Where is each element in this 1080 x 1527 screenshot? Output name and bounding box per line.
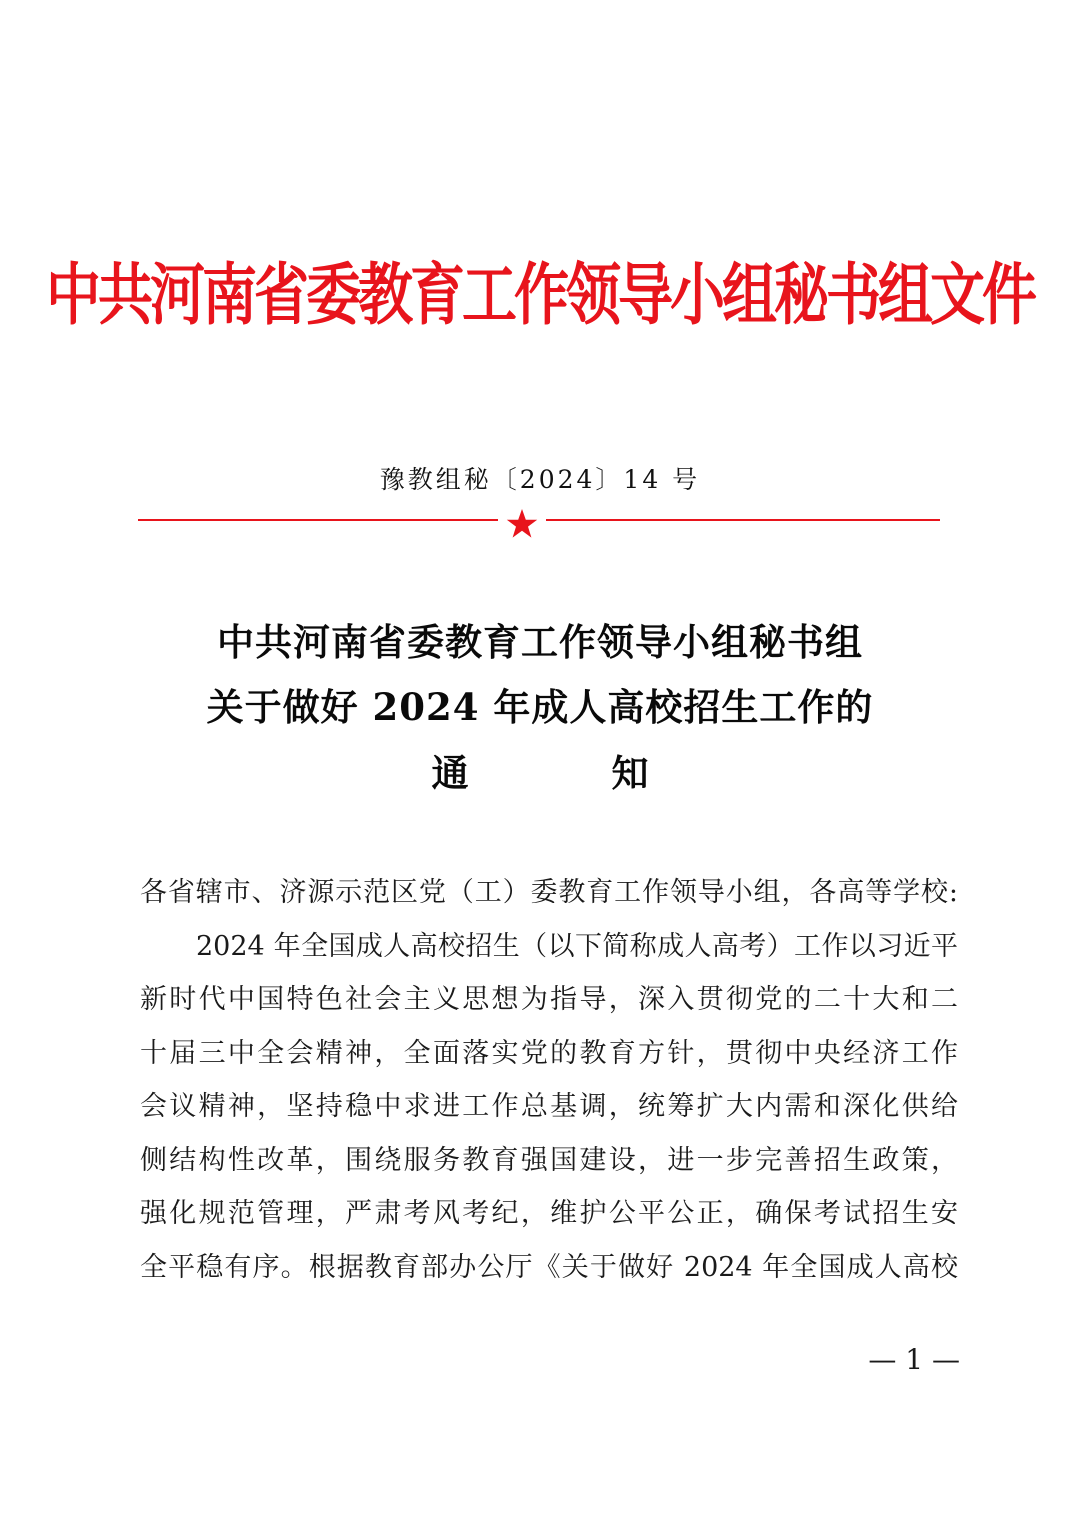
notice-title-char-zhi: 知 <box>611 751 649 795</box>
title-spacing <box>470 745 610 801</box>
salutation-line: 各省辖市、济源示范区党（工）委教育工作领导小组，各高等学校: <box>140 877 958 908</box>
body-line: 全平稳有序。根据教育部办公厅《关于做好 2024 年全国成人高校 <box>140 1251 958 1283</box>
body-text <box>140 866 958 1294</box>
star-icon <box>506 508 538 540</box>
body-line: 2024 年全国成人高校招生（以下简称成人高考）工作以习近平 <box>196 930 958 962</box>
red-divider-left <box>138 519 498 521</box>
notice-title-char-tong: 通 <box>431 751 469 795</box>
notice-title-line-1: 中共河南省委教育工作领导小组秘书组 <box>217 620 863 664</box>
body-line: 会议精神，坚持稳中求进工作总基调，统筹扩大内需和深化供给 <box>140 1091 958 1122</box>
star-shape <box>507 509 537 538</box>
masthead-title: 中共河南省委教育工作领导小组秘书组文件 <box>45 254 1034 335</box>
body-line: 强化规范管理，严肃考风考纪，维护公平公正，确保考试招生安 <box>140 1198 958 1229</box>
notice-title-line-3 <box>0 745 1080 801</box>
body-line: 侧结构性改革，围绕服务教育强国建设，进一步完善招生政策， <box>140 1144 958 1176</box>
red-divider-right <box>546 519 940 521</box>
document-number: 豫教组秘〔2024〕14 号 <box>379 465 701 494</box>
body-line: 十届三中全会精神，全面落实党的教育方针，贯彻中央经济工作 <box>140 1037 958 1069</box>
body-line: 新时代中国特色社会主义思想为指导，深入贯彻党的二十大和二 <box>140 984 958 1015</box>
page-number: — 1 — <box>868 1343 960 1376</box>
notice-title-line-2: 关于做好 2024 年成人高校招生工作的 <box>206 685 874 729</box>
